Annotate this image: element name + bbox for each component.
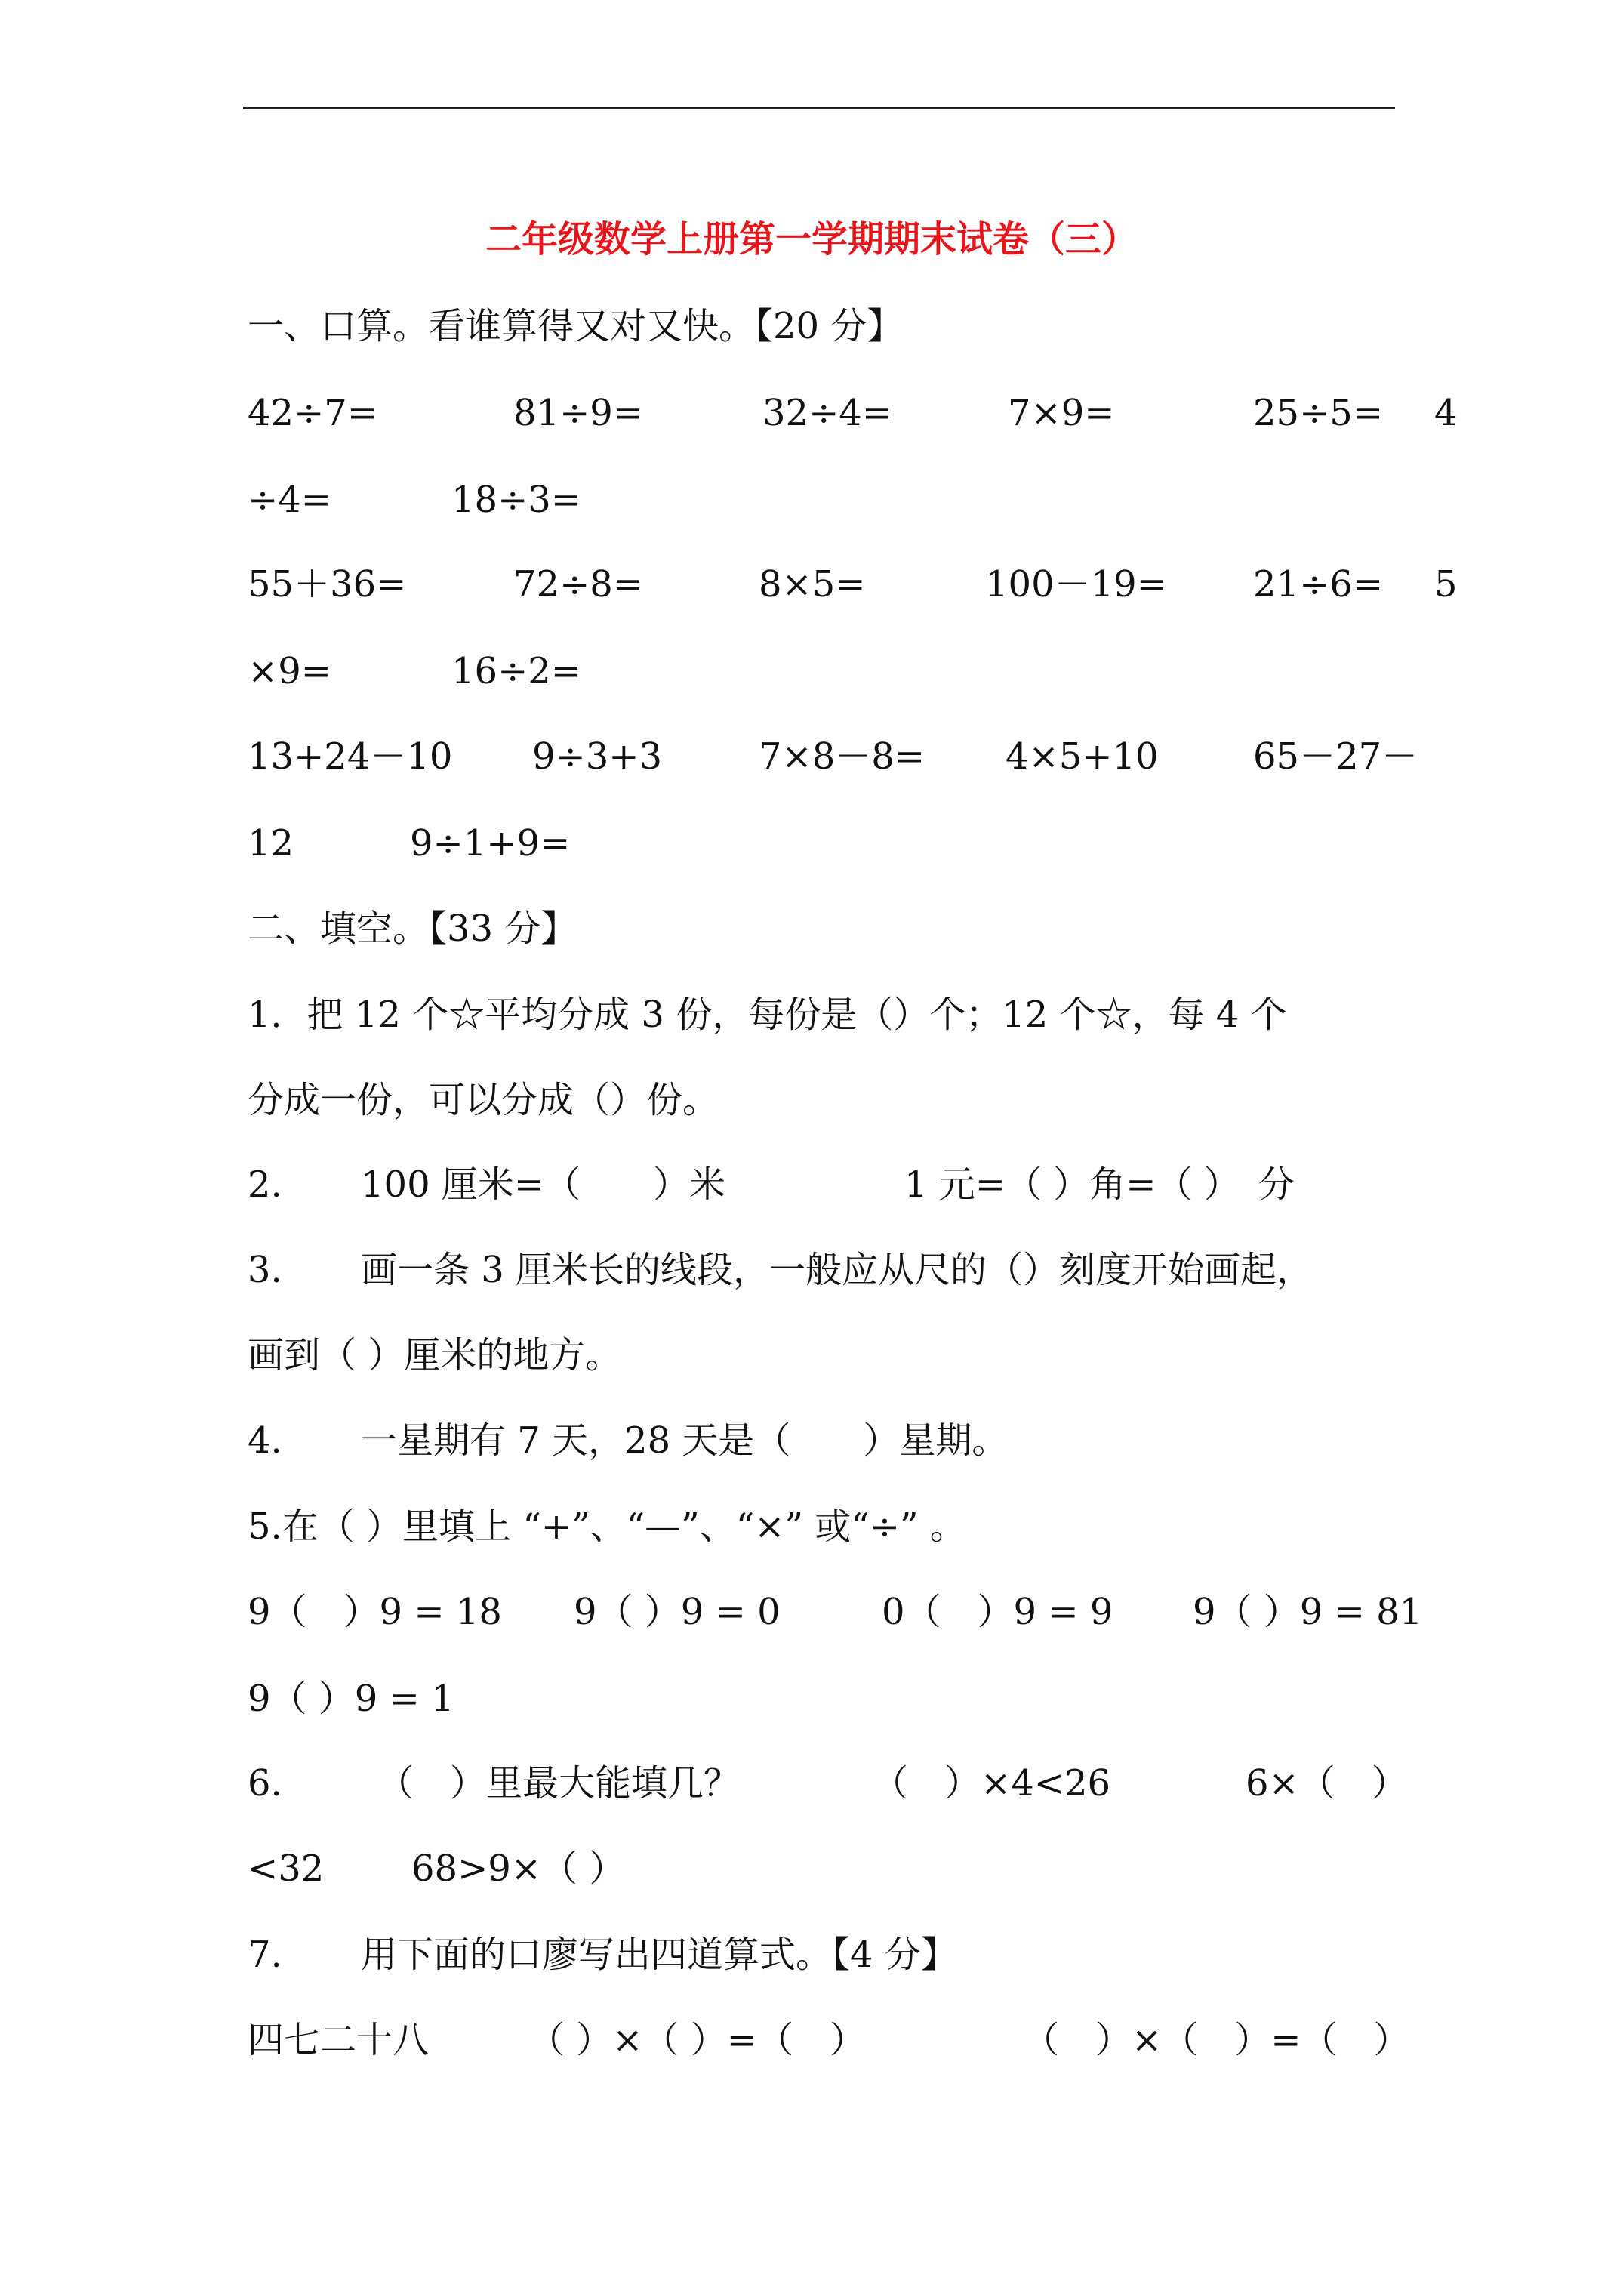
question-1-line2: 分成一份，可以分成（）份。 (248, 1079, 719, 1121)
section1-heading: 一、口算。看谁算得又对又快。【20 分】 (248, 305, 904, 347)
section2-heading: 二、填空。【33 分】 (248, 908, 577, 950)
question-2-part-b: 1 元=（ ）角=（ ） 分 (904, 1163, 1295, 1206)
question-4-number: 4. (248, 1419, 282, 1462)
calc-item: 16÷2= (451, 650, 582, 692)
calc-item: 9÷1+9= (410, 822, 571, 864)
calc-item: 32÷4= (762, 392, 893, 434)
calc-item: 72÷8= (513, 563, 644, 606)
fill-item: 9（ ）9 = 1 (248, 1678, 454, 1720)
fill-item: 9（ ）9 = 18 (248, 1591, 502, 1633)
question-6-item: （ ）×4<26 (872, 1762, 1111, 1804)
question-7-number: 7. (248, 1934, 282, 1976)
calc-item: 100－19= (985, 563, 1167, 606)
equation-blank: （ ）×（ ）=（ ） (528, 2019, 866, 2061)
question-6-number: 6. (248, 1762, 282, 1804)
question-6-item: <32 (248, 1848, 325, 1890)
calc-item: 4×5+10 (1006, 735, 1159, 778)
question-2-number: 2. (248, 1163, 282, 1206)
calc-item: 4 (1434, 392, 1458, 434)
calc-item: 25÷5= (1253, 392, 1384, 434)
calc-item: 12 (248, 822, 294, 864)
page-title: 二年级数学上册第一学期期末试卷（三） (485, 218, 1138, 260)
question-5-text: 5.在（ ）里填上 “+”、“—”、“×” 或“÷” 。 (248, 1505, 966, 1548)
calc-item: 8×5= (759, 563, 866, 606)
question-3-number: 3. (248, 1249, 282, 1291)
calc-item: 55＋36= (248, 563, 407, 606)
fill-item: 9（ ）9 = 0 (574, 1591, 781, 1633)
calc-item: 9÷3+3 (532, 735, 663, 778)
fill-item: 0（ ）9 = 9 (882, 1591, 1113, 1633)
question-6-text: （ ）里最大能填几？ (377, 1762, 741, 1804)
calc-item: 18÷3= (451, 479, 582, 521)
question-4-text: 一星期有 7 天，28 天是（ ）星期。 (361, 1419, 1009, 1462)
calc-item: 65－27－ (1253, 735, 1418, 778)
calc-item: 42÷7= (248, 392, 378, 434)
question-6-item: 6×（ ） (1246, 1762, 1408, 1804)
calc-item: 21÷6= (1253, 563, 1384, 606)
fill-item: 9（ ）9 = 81 (1193, 1591, 1423, 1633)
calc-item: 7×9= (1008, 392, 1115, 434)
question-1-line1: 1．把 12 个☆平均分成 3 份，每份是（）个；12 个☆，每 4 个 (248, 994, 1287, 1036)
question-3-line1: 画一条 3 厘米长的线段，一般应从尺的（）刻度开始画起， (361, 1249, 1313, 1291)
equation-blank: （ ）×（ ）=（ ） (1023, 2019, 1410, 2061)
calc-item: 7×8－8= (759, 735, 925, 778)
calc-item: 13+24－10 (248, 735, 453, 778)
calc-item: ÷4= (248, 479, 331, 521)
calc-item: 5 (1434, 563, 1458, 606)
question-2-part-a: 100 厘米=（ ）米 (361, 1163, 726, 1206)
calc-item: ×9= (248, 650, 331, 692)
calc-item: 81÷9= (513, 392, 644, 434)
question-7-text: 用下面的口廖写出四道算式。【4 分】 (361, 1934, 957, 1976)
header-rule (243, 107, 1395, 109)
question-3-line2: 画到（ ）厘米的地方。 (248, 1334, 622, 1376)
question-6-item: 68>9×（ ） (411, 1848, 626, 1890)
multiplication-rhyme: 四七二十八 (248, 2019, 430, 2061)
